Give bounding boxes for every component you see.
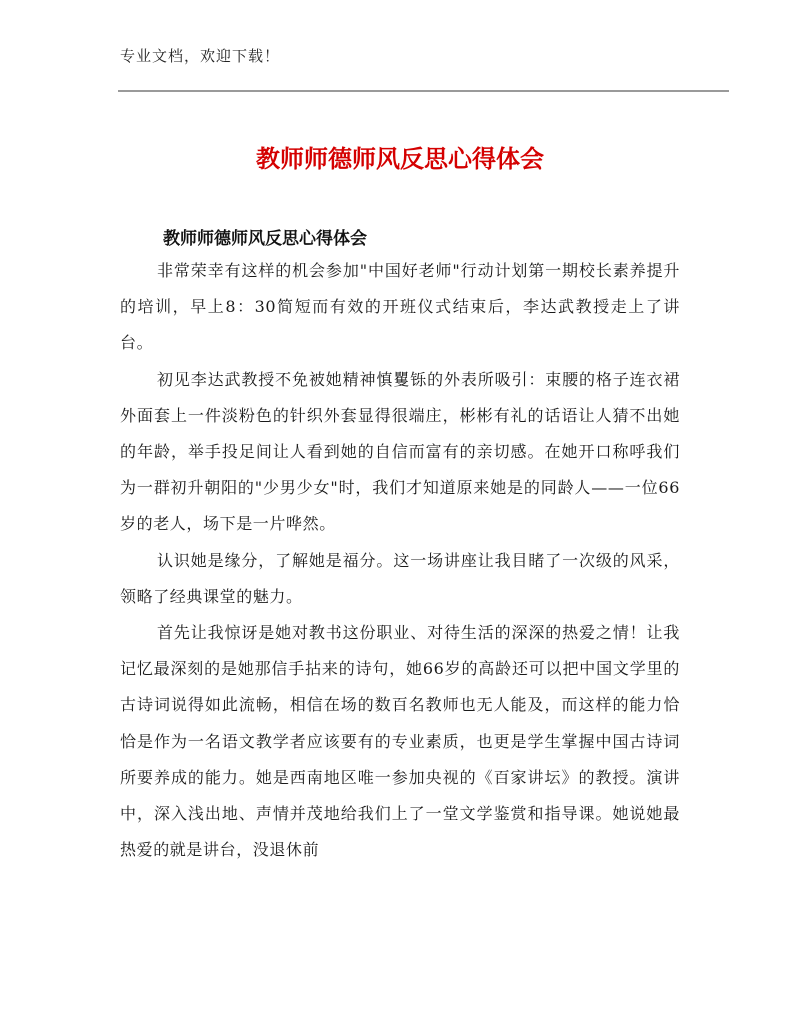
document-title: 教师师德师风反思心得体会: [256, 145, 544, 173]
header-divider: [118, 90, 729, 92]
paragraph: 认识她是缘分，了解她是福分。这一场讲座让我目睹了一次级的风采，领略了经典课堂的魅力。: [120, 550, 680, 606]
document-subtitle: 教师师德师风反思心得体会: [163, 229, 367, 249]
paragraph: 初见李达武教授不免被她精神慎矍铄的外表所吸引：束腰的格子连衣裙外面套上一件淡粉色的针织外套显得很端庄，彬彬有礼的话语让人猜不出她的年龄，举手投足间让人看到她的自信而富有的亲切感。在她开口称呼我们为一群初升朝阳的"少男少女"时，我们才知道原来她是的同龄人——一位66岁的老人，场下是一片哗然。: [120, 369, 680, 534]
header-note: 专业文档，欢迎下载！: [120, 47, 281, 65]
paragraph: 非常荣幸有这样的机会参加"中国好老师"行动计划第一期校长素养提升的培训，早上8：30简短而有效的开班仪式结束后，李达武教授走上了讲台。: [120, 261, 680, 353]
paragraph: 首先让我惊讶是她对教书这份职业、对待生活的深深的热爱之情！让我记忆最深刻的是她那信手拈来的诗句，她66岁的高龄还可以把中国文学里的古诗词说得如此流畅，相信在场的数百名教师也无人能及，而这样的能力恰恰是作为一名语文教学者应该要有的专业素质，也更是学生掌握中国古诗词所要养成的能力。她是西南地区唯一参加央视的《百家讲坛》的教授。演讲中，深入浅出地、声情并茂地给我们上了一堂文学鉴赏和指导课。她说她最热爱的就是讲台，没退休前: [120, 623, 680, 860]
document-body: [120, 253, 680, 868]
